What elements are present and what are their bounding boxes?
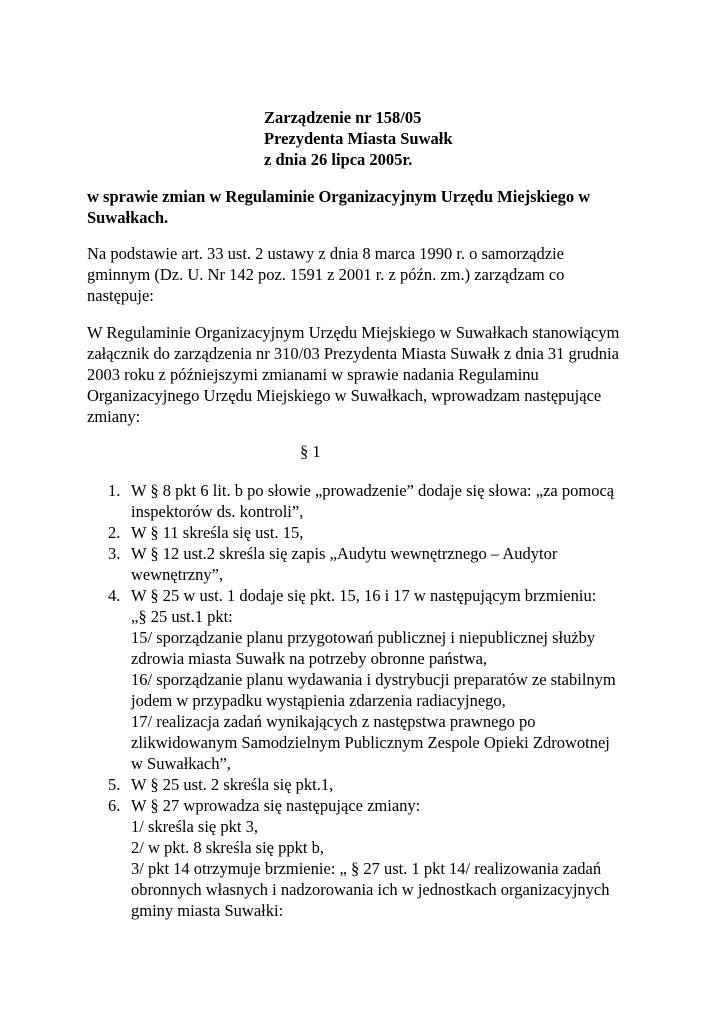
list-item-number: 5.: [108, 775, 121, 794]
paragraph-line: Organizacyjnego Urzędu Miejskiego w Suwałkach, wprowadzam następujące: [87, 386, 602, 405]
paragraph-line: zmiany:: [87, 407, 141, 426]
list-item-line: 3/ pkt 14 otrzymuje brzmienie: „ § 27 ust. 1 pkt 14/ realizowania zadań: [131, 859, 602, 878]
list-item-line: 15/ sporządzanie planu przygotowań publicznej i niepublicznej służby: [131, 628, 596, 647]
list-item-line: 1/ skreśla się pkt 3,: [131, 817, 258, 836]
title-line-ordinance-number: Zarządzenie nr 158/05: [264, 108, 422, 127]
list-item-number: 4.: [108, 586, 121, 605]
list-item: [108, 585, 688, 774]
list-item-line: 16/ sporządzanie planu wydawania i dystrybucji preparatów ze stabilnym: [131, 670, 616, 689]
list-item-number: 1.: [108, 481, 121, 500]
paragraph-line: następuje:: [87, 286, 154, 305]
list-item-line: wewnętrzny”,: [131, 565, 224, 584]
list-item-line: inspektorów ds. kontroli”,: [131, 502, 304, 521]
subject-line: Suwałkach.: [87, 208, 169, 227]
list-item-number: 6.: [108, 796, 121, 815]
list-item-line: W § 12 ust.2 skreśla się zapis „Audytu wewnętrznego – Audytor: [131, 544, 558, 563]
paragraph-line: 2003 roku z późniejszymi zmianami w sprawie nadania Regulaminu: [87, 365, 539, 384]
subject-line: w sprawie zmian w Regulaminie Organizacyjnym Urzędu Miejskiego w: [87, 187, 591, 206]
title-line-date: z dnia 26 lipca 2005r.: [264, 150, 413, 169]
section-mark: § 1: [300, 442, 321, 461]
list-item: [108, 795, 688, 921]
document-title: [264, 107, 453, 170]
list-item: [108, 543, 688, 585]
intro-paragraph: [87, 322, 662, 427]
paragraph-line: Na podstawie art. 33 ust. 2 ustawy z dnia 8 marca 1990 r. o samorządzie: [87, 244, 564, 263]
list-item-line: W § 11 skreśla się ust. 15,: [131, 523, 304, 542]
list-item-line: W § 8 pkt 6 lit. b po słowie „prowadzenie” dodaje się słowa: „za pomocą: [131, 481, 615, 500]
list-item-line: W § 25 ust. 2 skreśla się pkt.1,: [131, 775, 334, 794]
list-item: [108, 774, 688, 795]
list-item-number: 2.: [108, 523, 121, 542]
list-item-line: zdrowia miasta Suwałk na potrzeby obronne państwa,: [131, 649, 488, 668]
list-item-line: 17/ realizacja zadań wynikających z następstwa prawnego po: [131, 712, 536, 731]
paragraph-line: załącznik do zarządzenia nr 310/03 Prezydenta Miasta Suwałk z dnia 31 grudnia: [87, 344, 619, 363]
list-item-number: 3.: [108, 544, 121, 563]
amendments-list: [108, 480, 688, 921]
list-item: [108, 522, 688, 543]
paragraph-line: gminnym (Dz. U. Nr 142 poz. 1591 z 2001 r. z późn. zm.) zarządzam co: [87, 265, 565, 284]
list-item-line: obronnych własnych i nadzorowania ich w jednostkach organizacyjnych: [131, 880, 610, 899]
document-subject: [87, 186, 647, 228]
list-item-line: 2/ w pkt. 8 skreśla się ppkt b,: [131, 838, 324, 857]
list-item-line: zlikwidowanym Samodzielnym Publicznym Zespole Opieki Zdrowotnej: [131, 733, 610, 752]
paragraph-line: W Regulaminie Organizacyjnym Urzędu Miejskiego w Suwałkach stanowiącym: [87, 323, 620, 342]
title-line-issuer: Prezydenta Miasta Suwałk: [264, 129, 453, 148]
list-item-line: W § 27 wprowadza się następujące zmiany:: [131, 796, 421, 815]
list-item-line: W § 25 w ust. 1 dodaje się pkt. 15, 16 i 17 w następującym brzmieniu:: [131, 586, 597, 605]
list-item-line: gminy miasta Suwałki:: [131, 901, 284, 920]
list-item-line: jodem w przypadku wystąpienia zdarzenia radiacyjnego,: [131, 691, 506, 710]
list-item-line: „§ 25 ust.1 pkt:: [131, 607, 233, 626]
list-item: [108, 480, 688, 522]
list-item-line: w Suwałkach”,: [131, 754, 231, 773]
legal-basis-paragraph: [87, 243, 662, 306]
